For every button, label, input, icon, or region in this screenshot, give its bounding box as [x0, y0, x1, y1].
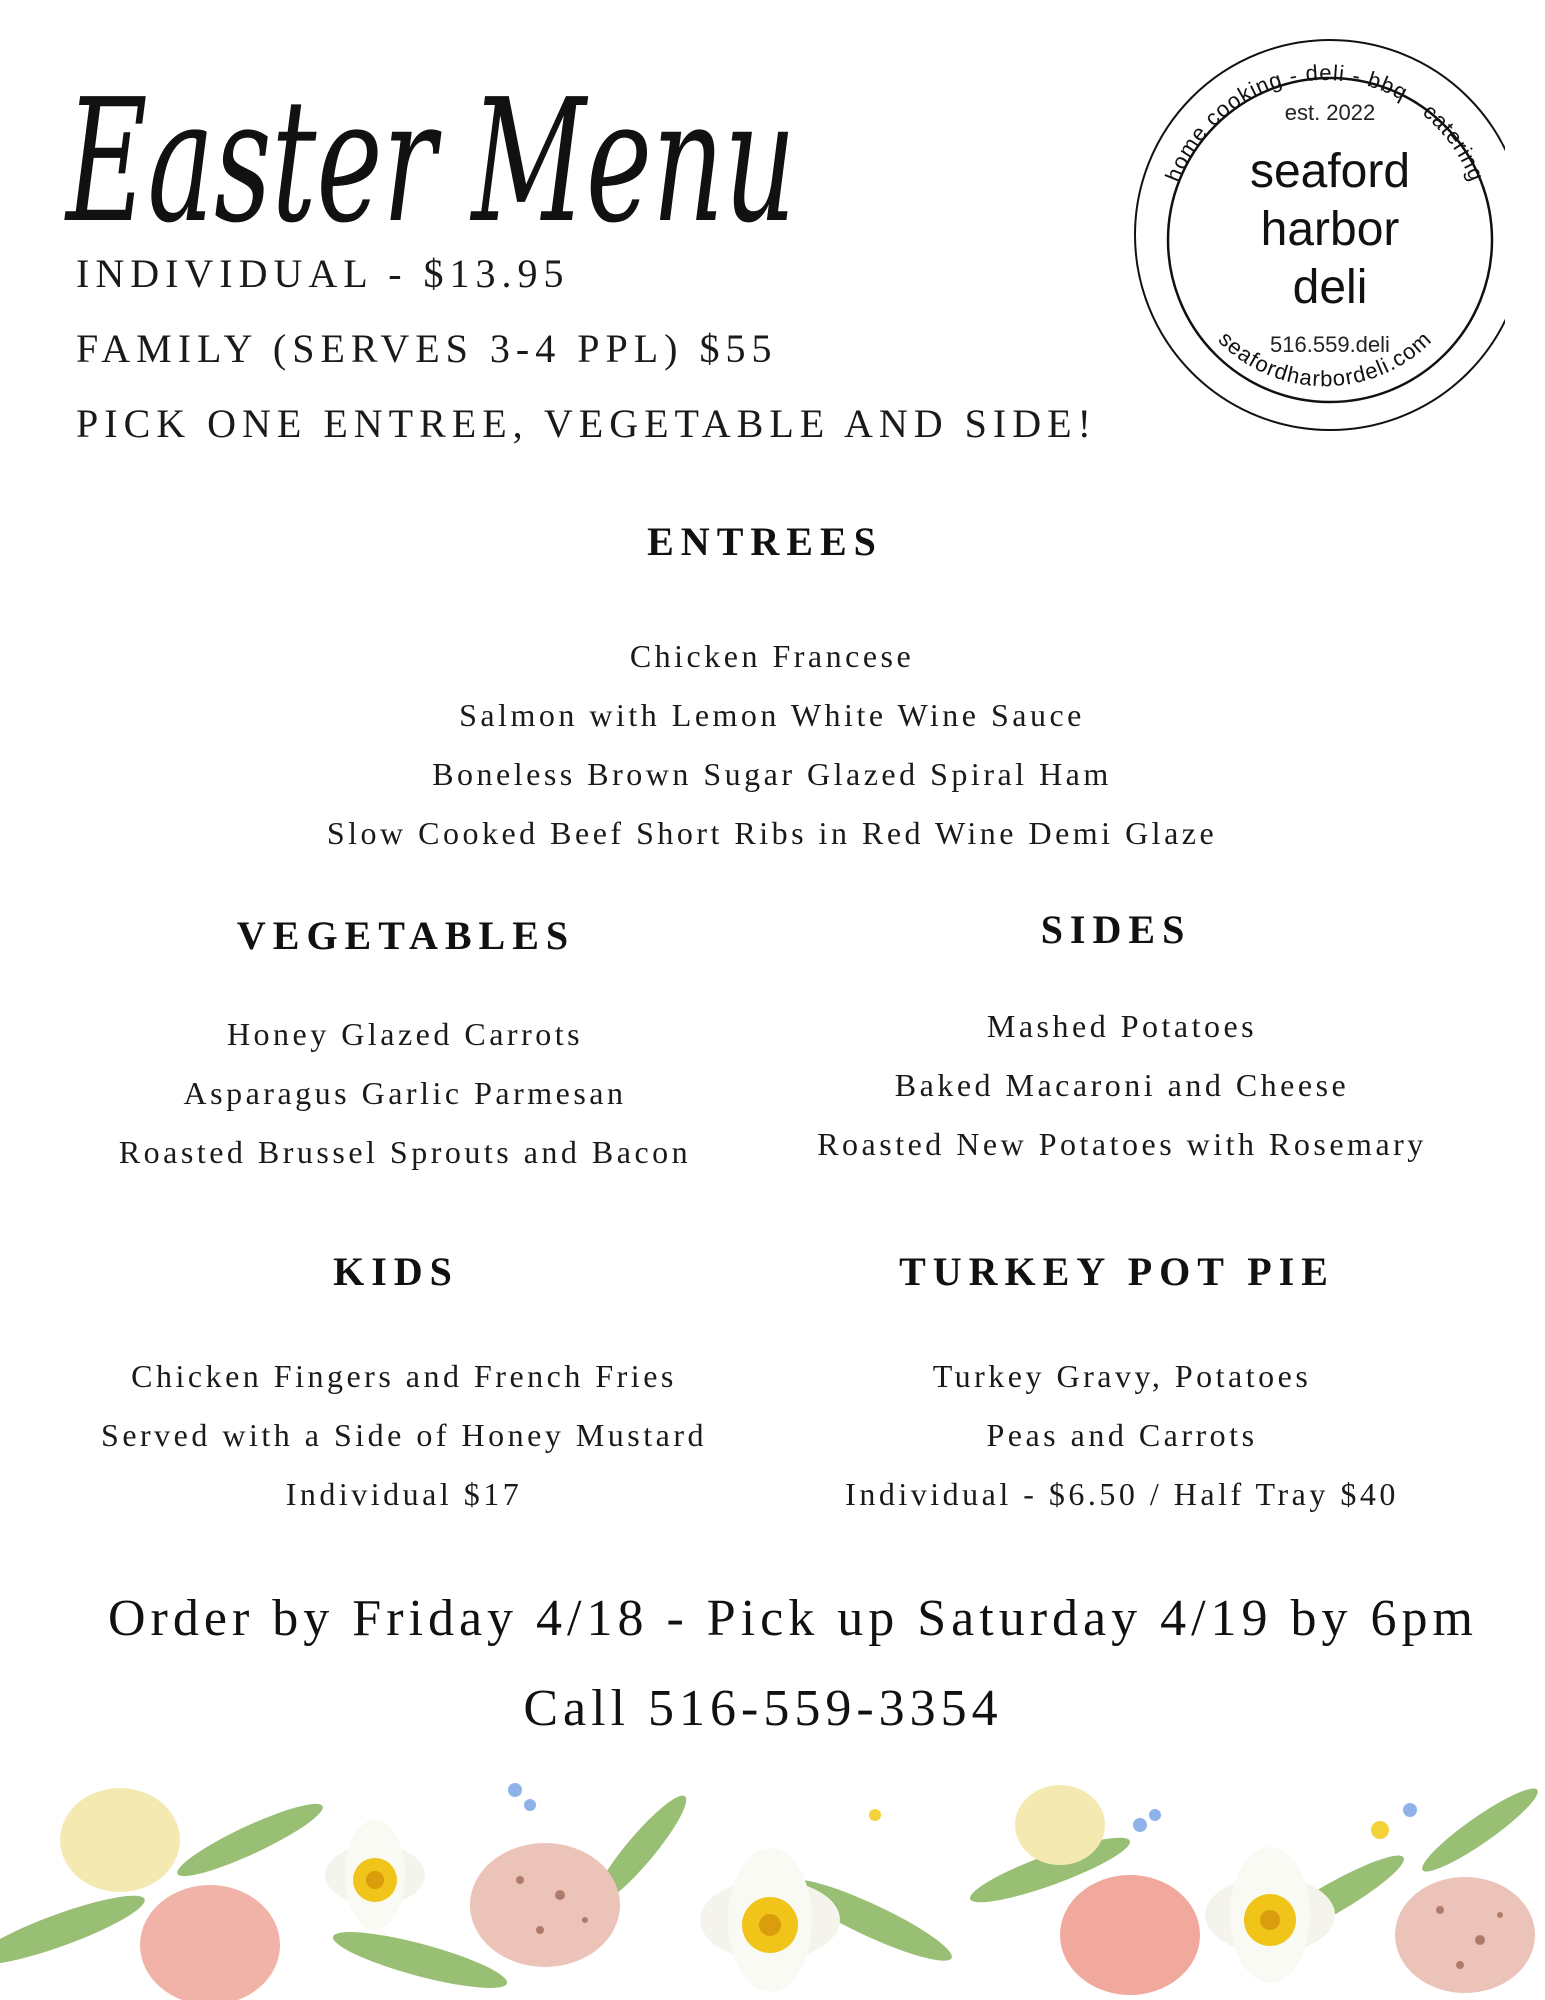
- turkey-pot-pie-heading: TURKEY POT PIE: [899, 1249, 1335, 1294]
- kids-list: [101, 1347, 707, 1524]
- yellow-blossom-group: [869, 1809, 1389, 1839]
- list-item: Chicken Francese: [629, 638, 915, 674]
- list-item: Served with a Side of Honey Mustard: [101, 1417, 707, 1453]
- turkey-pot-pie-list: [845, 1347, 1399, 1524]
- individual-price: INDIVIDUAL - $13.95: [76, 251, 570, 296]
- list-item: Baked Macaroni and Cheese: [894, 1067, 1350, 1103]
- list-item: Slow Cooked Beef Short Ribs in Red Wine Demi Glaze: [326, 815, 1218, 851]
- vegetables-list: [119, 1005, 691, 1182]
- list-item: Chicken Fingers and French Fries: [131, 1358, 677, 1394]
- logo-name-line3: deli: [1292, 261, 1368, 314]
- daffodil-2: [700, 1848, 840, 1992]
- entrees-heading: ENTREES: [647, 519, 883, 564]
- pink-egg: [1060, 1875, 1200, 1995]
- menu-title: [60, 20, 820, 260]
- call-phone: Call 516-559-3354: [523, 1680, 1003, 1737]
- logo-est: est. 2022: [1284, 100, 1376, 125]
- logo-name-line1: seaford: [1249, 145, 1411, 198]
- entrees-list: [327, 627, 1217, 863]
- deli-logo: [1115, 20, 1505, 450]
- yellow-egg: [60, 1788, 180, 1892]
- speckled-egg: [470, 1843, 620, 1967]
- list-item: Asparagus Garlic Parmesan: [183, 1075, 627, 1111]
- logo-ring-tagline: home cooking - deli - bbq - catering: [1160, 60, 1490, 186]
- menu-title-text: Easter Menu: [64, 63, 797, 260]
- kids-heading: KIDS: [333, 1249, 459, 1294]
- speckled-egg: [1395, 1877, 1535, 1993]
- yellow-egg: [1015, 1785, 1105, 1865]
- logo-name-line2: harbor: [1260, 203, 1400, 256]
- list-item: Honey Glazed Carrots: [226, 1016, 584, 1052]
- pink-egg: [140, 1885, 280, 2000]
- list-item: Roasted New Potatoes with Rosemary: [817, 1126, 1427, 1162]
- list-item: Salmon with Lemon White Wine Sauce: [459, 697, 1085, 733]
- logo-ring-website: seafordharbordeli.com: [1213, 325, 1437, 392]
- sides-heading: SIDES: [1040, 907, 1192, 952]
- daffodil-1: [325, 1820, 425, 1930]
- list-item: Peas and Carrots: [986, 1417, 1258, 1453]
- logo-phone: 516.559.deli: [1270, 332, 1390, 357]
- list-item: Individual - $6.50 / Half Tray $40: [845, 1476, 1399, 1512]
- daffodil-3: [1205, 1847, 1335, 1983]
- pick-instruction: PICK ONE ENTREE, VEGETABLE AND SIDE!: [76, 401, 1097, 446]
- sides-list: [817, 997, 1427, 1174]
- list-item: Turkey Gravy, Potatoes: [932, 1358, 1312, 1394]
- vegetables-heading: VEGETABLES: [236, 913, 576, 958]
- list-item: Individual $17: [285, 1476, 523, 1512]
- list-item: Mashed Potatoes: [986, 1008, 1258, 1044]
- family-price: FAMILY (SERVES 3-4 PPL) $55: [76, 326, 778, 371]
- list-item: Boneless Brown Sugar Glazed Spiral Ham: [432, 756, 1112, 792]
- order-deadline: Order by Friday 4/18 - Pick up Saturday 4/19 by 6pm: [108, 1590, 1478, 1647]
- easter-flower-border: [0, 1770, 1545, 2000]
- list-item: Roasted Brussel Sprouts and Bacon: [118, 1134, 692, 1170]
